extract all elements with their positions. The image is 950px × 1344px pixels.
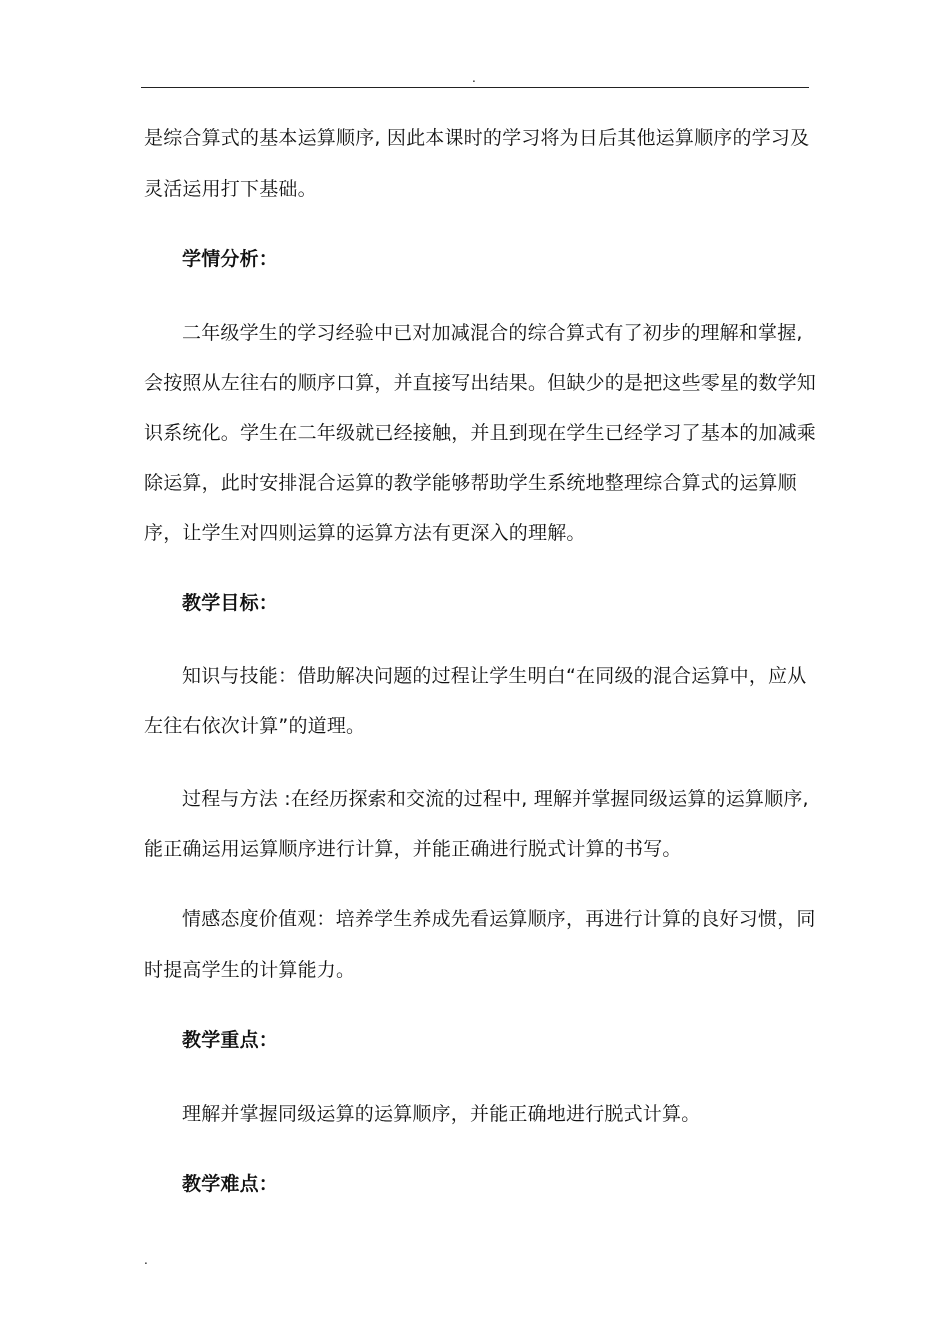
intro-line-2: 灵活运用打下基础。 bbox=[144, 178, 317, 200]
footer-mark: . bbox=[144, 1253, 148, 1267]
goal-process-line-2: 能正确运用运算顺序进行计算，并能正确进行脱式计算的书写。 bbox=[144, 838, 682, 860]
intro-line-1: 是综合算式的基本运算顺序, 因此本课时的学习将为日后其他运算顺序的学习及 bbox=[144, 127, 810, 149]
goal-process-line-1: 过程与方法 :在经历探索和交流的过程中, 理解并掌握同级运算的运算顺序, bbox=[182, 788, 809, 810]
goal-emotion-line-1: 情感态度价值观：培养学生养成先看运算顺序，再进行计算的良好习惯，同 bbox=[182, 908, 816, 930]
header-mark: . bbox=[472, 71, 476, 85]
analysis-line-3: 识系统化。学生在二年级就已经接触，并且到现在学生已经学习了基本的加减乘 bbox=[144, 422, 817, 444]
heading-teaching-goals: 教学目标： bbox=[182, 592, 279, 614]
analysis-line-4: 除运算，此时安排混合运算的教学能够帮助学生系统地整理综合算式的运算顺 bbox=[144, 472, 797, 494]
goal-emotion-line-2: 时提高学生的计算能力。 bbox=[144, 959, 356, 981]
analysis-line-5: 序，让学生对四则运算的运算方法有更深入的理解。 bbox=[144, 522, 586, 544]
goal-knowledge-line-2: 左往右依次计算”的道理。 bbox=[144, 715, 366, 737]
goal-knowledge-line-1: 知识与技能：借助解决问题的过程让学生明白“在同级的混合运算中，应从 bbox=[182, 665, 807, 687]
key-points-line-1: 理解并掌握同级运算的运算顺序，并能正确地进行脱式计算。 bbox=[182, 1103, 701, 1125]
header-rule bbox=[141, 87, 809, 88]
analysis-line-1: 二年级学生的学习经验中已对加减混合的综合算式有了初步的理解和掌握, bbox=[182, 322, 803, 344]
heading-difficulties: 教学难点： bbox=[182, 1173, 279, 1195]
analysis-line-2: 会按照从左往右的顺序口算，并直接写出结果。但缺少的是把这些零星的数学知 bbox=[144, 372, 817, 394]
heading-student-analysis: 学情分析： bbox=[182, 248, 279, 270]
heading-key-points: 教学重点： bbox=[182, 1029, 279, 1051]
